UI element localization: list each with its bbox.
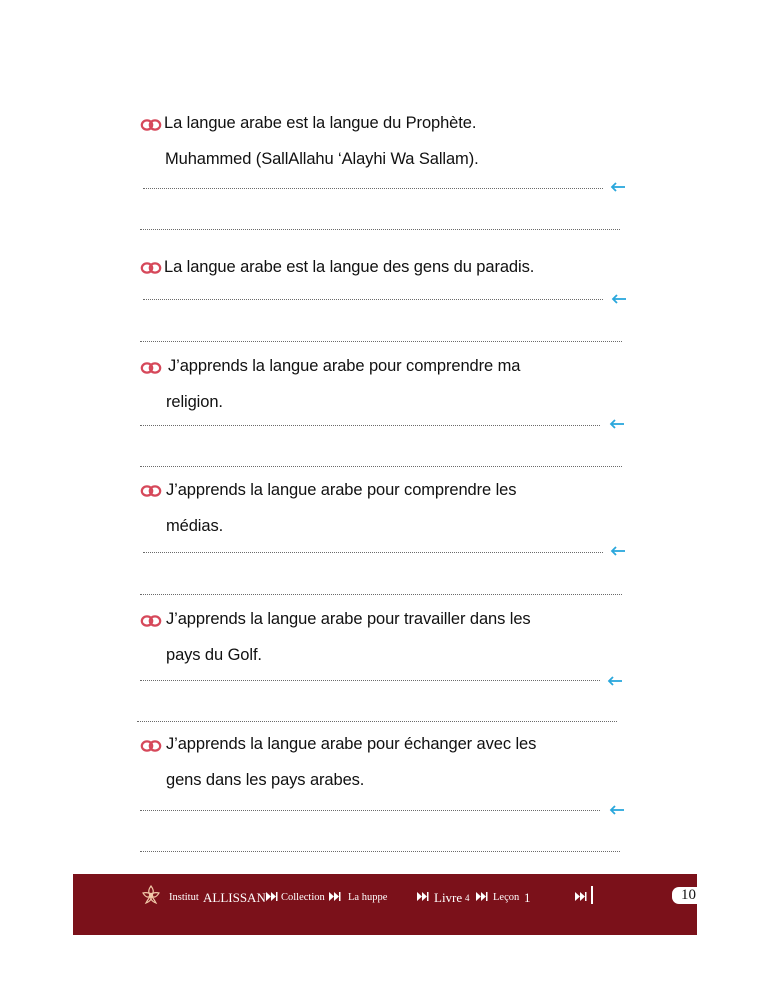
flower-logo-icon bbox=[140, 883, 162, 908]
linked-rings-icon bbox=[140, 739, 162, 753]
double-triangle-icon bbox=[575, 892, 587, 901]
answer-line-1a[interactable] bbox=[143, 188, 603, 189]
item-4-line-1: J’apprends la langue arabe pour comprendre les bbox=[166, 481, 517, 499]
footer-institut-label: Institut bbox=[169, 892, 199, 903]
item-1-line-1: La langue arabe est la langue du Prophète. bbox=[164, 114, 477, 132]
left-arrow-icon bbox=[609, 805, 625, 815]
item-5-line-1: J’apprends la langue arabe pour travailler dans les bbox=[166, 610, 531, 628]
page-number: 10 bbox=[672, 887, 705, 904]
left-arrow-icon bbox=[610, 546, 626, 556]
footer-institut-name: ALLISSAN bbox=[203, 890, 266, 905]
footer-divider bbox=[591, 886, 593, 904]
left-arrow-icon bbox=[611, 294, 627, 304]
page-footer bbox=[73, 874, 697, 935]
answer-line-6b[interactable] bbox=[140, 851, 620, 852]
linked-rings-icon bbox=[140, 361, 162, 375]
answer-line-4b[interactable] bbox=[140, 594, 622, 595]
item-1-line-2: Muhammed (SallAllahu ‘Alayhi Wa Sallam). bbox=[165, 150, 479, 168]
answer-line-5a[interactable] bbox=[140, 680, 600, 681]
answer-line-6a[interactable] bbox=[140, 810, 600, 811]
left-arrow-icon bbox=[607, 676, 623, 686]
answer-line-2a[interactable] bbox=[143, 299, 603, 300]
item-6-line-1: J’apprends la langue arabe pour échanger avec les bbox=[166, 735, 537, 753]
left-arrow-icon bbox=[610, 182, 626, 192]
footer-lecon-number: 1 bbox=[524, 890, 531, 905]
linked-rings-icon bbox=[140, 261, 162, 275]
answer-line-3a[interactable] bbox=[140, 425, 600, 426]
double-triangle-icon bbox=[266, 892, 278, 901]
linked-rings-icon bbox=[140, 484, 162, 498]
item-4-line-2: médias. bbox=[166, 517, 224, 535]
answer-line-2b[interactable] bbox=[140, 341, 622, 342]
footer-livre-number: 4 bbox=[465, 893, 470, 903]
linked-rings-icon bbox=[140, 118, 162, 132]
double-triangle-icon bbox=[329, 892, 341, 901]
answer-line-1b[interactable] bbox=[140, 229, 620, 230]
item-3-line-2: religion. bbox=[166, 393, 223, 411]
item-2-line-1: La langue arabe est la langue des gens du paradis. bbox=[164, 258, 535, 276]
footer-collection-name: La huppe bbox=[348, 892, 388, 903]
linked-rings-icon bbox=[140, 614, 162, 628]
item-6-line-2: gens dans les pays arabes. bbox=[166, 771, 365, 789]
footer-livre-label: Livre bbox=[434, 890, 463, 905]
double-triangle-icon bbox=[476, 892, 488, 901]
answer-line-5b[interactable] bbox=[137, 721, 617, 722]
answer-line-3b[interactable] bbox=[140, 466, 622, 467]
footer-lecon-label: Leçon bbox=[493, 892, 520, 903]
left-arrow-icon bbox=[609, 419, 625, 429]
answer-line-4a[interactable] bbox=[143, 552, 603, 553]
item-3-line-1: J’apprends la langue arabe pour comprendre ma bbox=[168, 357, 521, 375]
item-5-line-2: pays du Golf. bbox=[166, 646, 262, 664]
double-triangle-icon bbox=[417, 892, 429, 901]
footer-collection-label: Collection bbox=[281, 892, 325, 903]
